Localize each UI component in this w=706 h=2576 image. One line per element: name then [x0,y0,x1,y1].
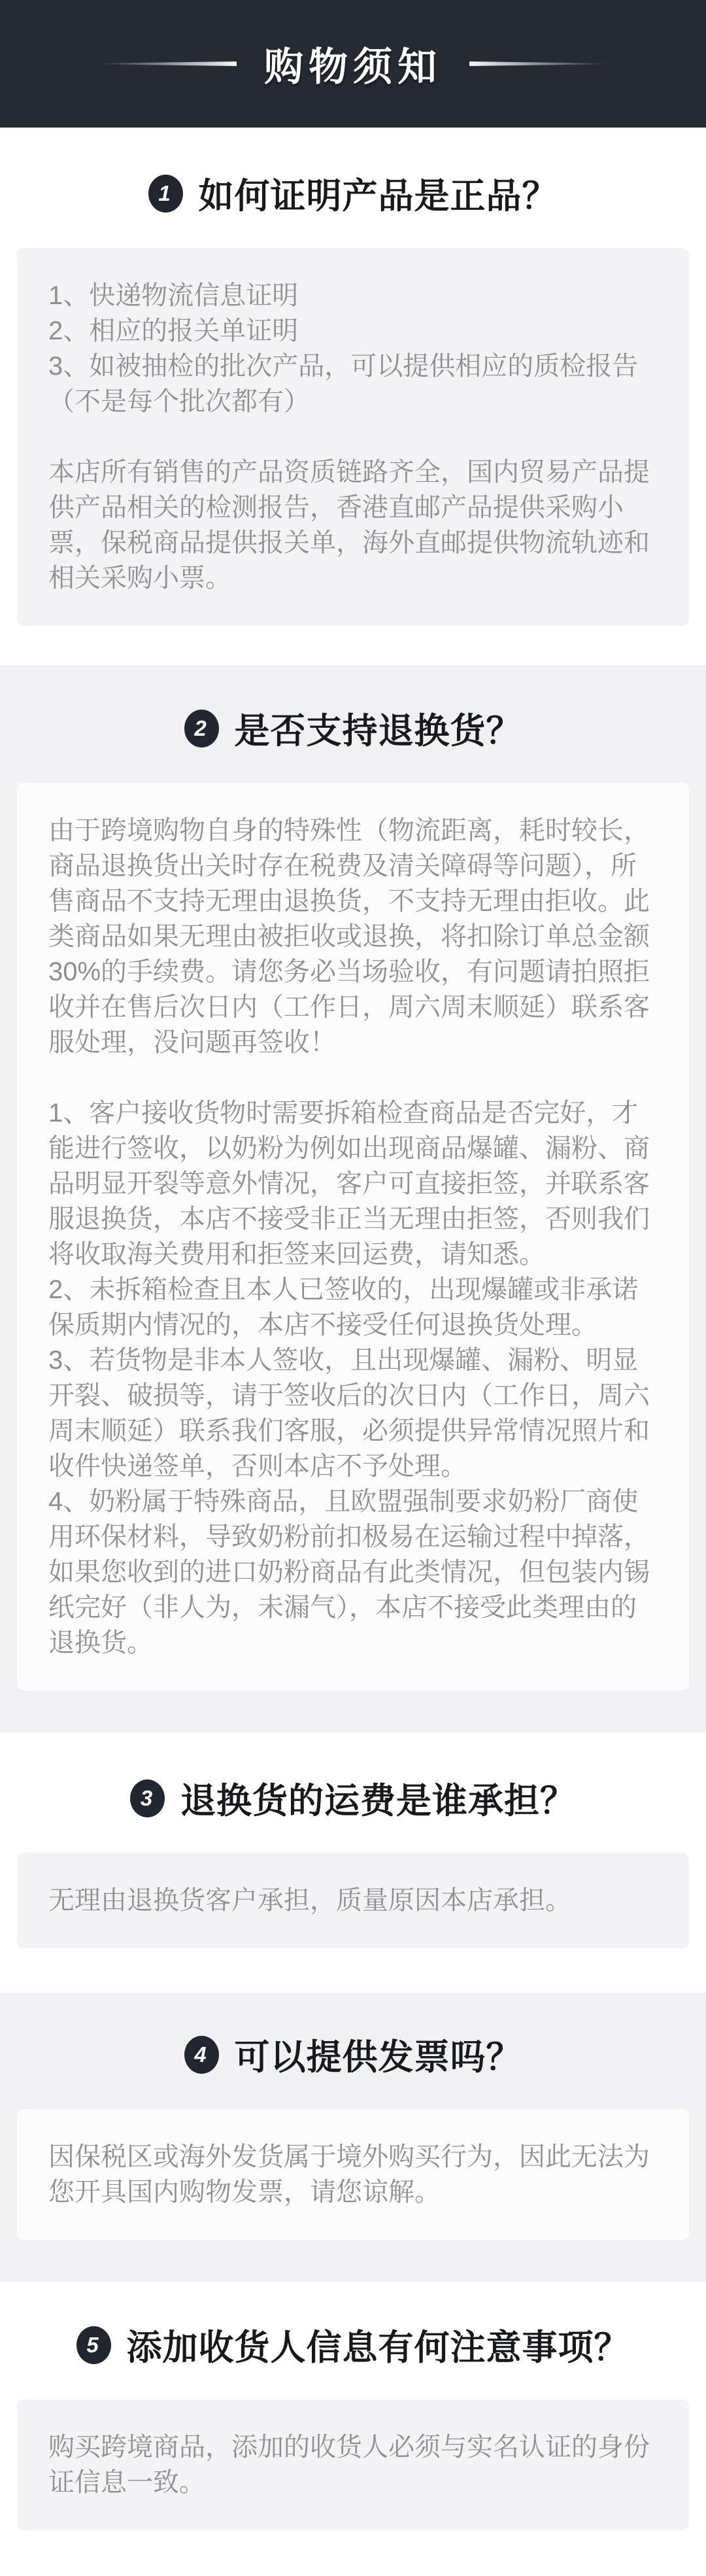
answer-paragraph: 4、奶粉属于特殊商品，且欧盟强制要求奶粉厂商使用环保材料，导致奶粉前扣极易在运输过程中掉落，如果您收到的进口奶粉商品有此类情况，但包装内锡纸完好（非人为，未漏气），本店不接受此类理由的退换货。 [48,1487,650,1657]
answer-paragraph: 购买跨境商品，添加的收货人必须与实名认证的身份证信息一致。 [48,2433,650,2497]
answer-box [17,2399,689,2530]
faq-section-shipping-fee [0,1773,706,1948]
number-badge-1: 1 [148,175,183,213]
answer-line: 1、快递物流信息证明 [48,281,299,310]
header-rule-right-icon [469,61,608,66]
number-badge-2: 2 [184,710,219,747]
question-title-row [0,168,706,218]
answer-box [17,1853,689,1948]
question-title-row [0,1773,706,1823]
answer-line: 3、如被抽检的批次产品，可以提供相应的质检报告（不是每个批次都有） [48,352,639,416]
question-title-row [0,2029,706,2080]
faq-section-invoice [0,2029,706,2240]
faq-section-authenticity [0,168,706,626]
answer-paragraph: 本店所有销售的产品资质链路齐全，国内贸易产品提供产品相关的检测报告，香港直邮产品提供采购小票，保税商品提供报关单，海外直邮提供物流轨迹和相关采购小票。 [48,458,650,592]
question-text: 退换货的运费是谁承担？ [180,1781,576,1821]
number-badge-5: 5 [76,2326,111,2364]
answer-paragraph: 1、客户接收货物时需要拆箱检查商品是否完好，才能进行签收，以奶粉为例如出现商品爆罐、漏粉、商品明显开裂等意外情况，客户可直接拒签，并联系客服退换货，本店不接受非正当无理由拒签，否则我们将收取海关费用和拒签来回运费，请知悉。 [48,1099,650,1269]
answer-paragraph: 因保税区或海外发货属于境外购买行为，因此无法为您开具国内购物发票，请您谅解。 [48,2142,650,2207]
page-title: 购物须知 [264,44,442,89]
question-title-row [0,2320,706,2370]
faq-section-returns [0,703,706,1691]
question-text: 如何证明产品是正品？ [198,177,558,216]
question-text: 添加收货人信息有何注意事项？ [126,2328,630,2367]
number-badge-4: 4 [184,2036,219,2074]
question-text: 是否支持退换货？ [234,712,522,751]
answer-paragraph: 由于跨境购物自身的特殊性（物流距离，耗时较长，商品退换货出关时存在税费及清关障碍等问题），所售商品不支持无理由退换货，不支持无理由拒收。此类商品如果无理由被拒收或退换，将扣除订单总金额30%的手续费。请您务必当场验收，有问题请拍照拒收并在售后次日内（工作日，周六周末顺延）联系客服处理，没问题再签收！ [48,816,650,1057]
answer-box [17,248,689,626]
answer-box [17,783,689,1691]
faq-section-recipient-info [0,2320,706,2530]
section-band [0,665,706,1732]
header-rule-left-icon [98,61,237,66]
answer-box [17,2109,689,2240]
question-text: 可以提供发票吗？ [234,2038,522,2077]
answer-paragraph: 无理由退换货客户承担，质量原因本店承担。 [48,1886,571,1915]
number-badge-3: 3 [130,1779,165,1817]
question-title-row [0,703,706,753]
bottom-spacer [0,2530,706,2576]
answer-paragraph: 3、若货物是非本人签收，且出现爆罐、漏粉、明显开裂、破损等，请于签收后的次日内（工作日，周六周末顺延）联系我们客服，必须提供异常情况照片和收件快递签单，否则本店不予处理。 [48,1346,650,1481]
answer-line: 2、相应的报关单证明 [48,317,299,345]
answer-paragraph: 2、未拆箱检查且本人已签收的，出现爆罐或非承诺保质期内情况的，本店不接受任何退换货处理。 [48,1275,639,1339]
page-header [0,0,706,128]
section-band [0,1993,706,2282]
